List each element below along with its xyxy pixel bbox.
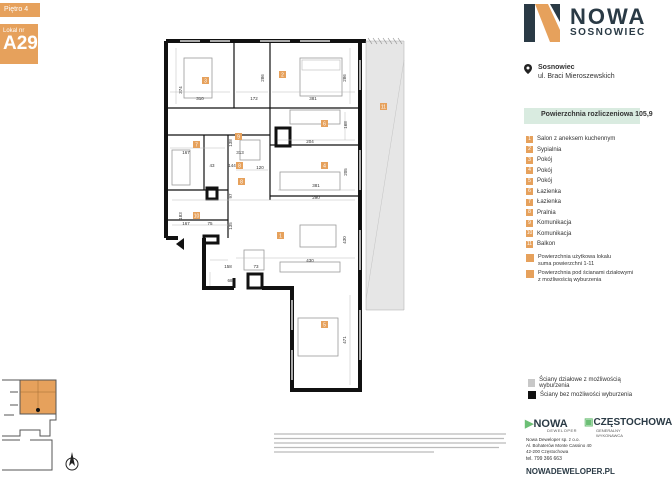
developer-phone: tel. 799 366 663 xyxy=(526,456,562,462)
room-tag: 2 xyxy=(281,72,284,79)
nowa-logo-icon xyxy=(524,4,564,42)
dimension-label: 73 xyxy=(253,264,259,269)
legend-num: 3 xyxy=(526,157,533,164)
dimension-label: 430 xyxy=(306,258,314,263)
room-legend xyxy=(526,134,640,284)
room-tag: 11 xyxy=(380,104,387,111)
address-city: Sosnowiec xyxy=(538,64,575,71)
dimension-label: 167 xyxy=(182,150,190,155)
disclaimer-fine-print xyxy=(274,432,506,454)
brand-name: NOWA xyxy=(570,4,647,29)
legend-num: 2 xyxy=(526,146,533,153)
dimension-label: 204 xyxy=(306,139,314,144)
legend-item xyxy=(526,134,640,145)
legend-item xyxy=(526,208,640,219)
legend-num: 9 xyxy=(526,220,533,227)
building-key-plan xyxy=(0,376,90,480)
legend-num: 4 xyxy=(526,167,533,174)
address-street: ul. Braci Mieroszewskich xyxy=(538,73,615,80)
summary-wall-area xyxy=(526,270,640,284)
dimension-label: 120 xyxy=(256,165,264,170)
room-tag: 8 xyxy=(240,179,243,186)
dimension-label: 430 xyxy=(342,236,347,244)
lokal-number: A29 xyxy=(3,33,38,54)
legend-item xyxy=(526,187,640,198)
removable-walls-label: Ściany działowe z możliwością wyburzenia xyxy=(539,377,621,389)
dimension-label: 313 xyxy=(236,150,244,155)
legend-num: 10 xyxy=(526,230,533,237)
legend-label: Łazienka xyxy=(537,188,562,195)
dimension-label: 75 xyxy=(207,221,213,226)
dimension-label: 172 xyxy=(250,96,258,101)
dimension-label: 290 xyxy=(312,195,320,200)
dimension-label: 138 xyxy=(228,139,233,147)
legend-num: 6 xyxy=(526,188,533,195)
dimension-label: 168 xyxy=(343,121,348,129)
summary-swatch xyxy=(526,270,534,278)
developer-company: Nowa Deweloper sp. z o.o. xyxy=(526,437,580,442)
legend-label: Komunikacja xyxy=(537,220,572,227)
dimension-label: 381 xyxy=(312,183,320,188)
legend-item xyxy=(526,166,640,177)
contractor-logo: ▣CZĘSTOCHOWA xyxy=(584,417,672,428)
floor-plan xyxy=(150,34,410,394)
legend-num: 8 xyxy=(526,209,533,216)
legend-item xyxy=(526,229,640,240)
legend-item xyxy=(526,218,640,229)
legend-item xyxy=(526,155,640,166)
dimension-label: 286 xyxy=(342,74,347,82)
dimension-label: 205 xyxy=(343,168,348,176)
legend-num: 1 xyxy=(526,136,533,143)
legend-label: Łazienka xyxy=(537,199,562,206)
floor-badge: Piętro 4 xyxy=(0,3,40,17)
grey-swatch xyxy=(528,379,535,387)
dimension-label: 286 xyxy=(260,74,265,82)
legend-label: Sypialnia xyxy=(537,146,562,153)
summary-swatch xyxy=(526,254,534,262)
legend-label: Komunikacja xyxy=(537,230,572,237)
legend-label: Pokój xyxy=(537,178,553,185)
developer-logo-text: NOWA xyxy=(533,418,568,430)
contractor-logo-sub: GENERALNY WYKONAWCA xyxy=(596,428,623,438)
north-arrow-icon xyxy=(66,452,78,470)
legend-item xyxy=(526,176,640,187)
developer-website-link[interactable]: NOWADEWELOPER.PL xyxy=(526,467,615,476)
dimension-label: 183 xyxy=(178,212,183,220)
summary-line: Powierzchnia użytkowa lokalu xyxy=(538,253,612,260)
dimension-label: 310 xyxy=(196,96,204,101)
legend-item xyxy=(526,145,640,156)
developer-logo-sub: DEWELOPER xyxy=(547,428,578,433)
developer-contact xyxy=(526,437,592,455)
legend-label: Pokój xyxy=(537,167,553,174)
lokal-label: Lokal nr xyxy=(3,28,25,34)
removable-walls-legend xyxy=(528,377,640,389)
dimension-label: 158 xyxy=(224,264,232,269)
legend-label: Pralnia xyxy=(537,209,556,216)
black-swatch xyxy=(528,391,536,399)
developer-city: 42-200 Częstochowa xyxy=(526,449,569,454)
area-label: Powierzchnia rozliczeniowa 105,9 xyxy=(541,111,653,118)
summary-usable-area xyxy=(526,254,640,268)
legend-item xyxy=(526,197,640,208)
room-tag: 7 xyxy=(195,142,198,149)
dimension-label: 135 xyxy=(228,222,233,230)
developer-logo: ▶NOWA xyxy=(525,418,568,430)
fixed-walls-label: Ściany bez możliwości wyburzenia xyxy=(540,392,633,398)
summary-line: suma powierzchni 1-11 xyxy=(538,260,595,267)
legend-num: 11 xyxy=(526,240,533,247)
room-tag: 10 xyxy=(193,213,200,220)
legend-label: Pokój xyxy=(537,157,553,164)
developer-street: Al. Bohaterów Monte Cassino 40 xyxy=(526,443,592,448)
summary-line: z możliwością wyburzenia xyxy=(538,276,602,283)
dimension-label: 471 xyxy=(342,336,347,344)
legend-item xyxy=(526,239,640,250)
legend-label: Balkon xyxy=(537,241,556,248)
location-pin-icon xyxy=(524,64,532,74)
room-tag: 1 xyxy=(279,233,282,240)
room-tag: 4 xyxy=(323,163,326,170)
dimension-label: 167 xyxy=(182,221,190,226)
dimension-label: 97 xyxy=(228,193,233,199)
contractor-logo-text: CZĘSTOCHOWA xyxy=(593,417,672,428)
dimension-label: 144 xyxy=(228,163,236,168)
summary-line: Powierzchnia pod ścianami działowymi xyxy=(538,269,634,276)
dimension-label: 374 xyxy=(178,86,183,94)
room-tag: 3 xyxy=(204,78,207,85)
fixed-walls-legend xyxy=(528,391,632,399)
legend-num: 7 xyxy=(526,199,533,206)
room-tag: 6 xyxy=(323,121,326,128)
dimension-label: 43 xyxy=(209,163,215,168)
room-tag: 9 xyxy=(237,134,240,141)
dimension-label: 68 xyxy=(227,278,233,283)
room-tag: 8 xyxy=(238,163,241,170)
legend-num: 5 xyxy=(526,178,533,185)
room-tag: 5 xyxy=(323,322,326,329)
lokal-badge xyxy=(0,24,38,64)
dimension-label: 381 xyxy=(309,96,317,101)
legend-label: Salon z aneksem kuchennym xyxy=(537,136,616,143)
brand-subtitle: SOSNOWIEC xyxy=(570,27,646,38)
